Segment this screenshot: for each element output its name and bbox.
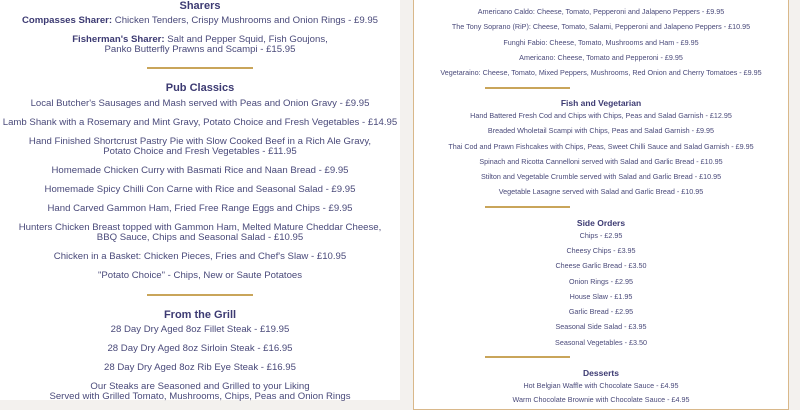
menu-item: Seasonal Vegetables - £3.50 (555, 338, 647, 347)
menu-item: The Tony Soprano (RiP): Cheese, Tomato, Salami, Pepperoni and Jalapeno Peppers - £10.95 (451, 22, 751, 31)
menu-note: "Potato Choice" - Chips, New or Saute Potatoes (97, 270, 303, 281)
menu-item: Hand Battered Fresh Cod and Chips with Chips, Peas and Salad Garnish - £12.95 (470, 111, 732, 120)
menu-item: Homemade Chicken Curry with Basmati Rice and Naan Bread - £9.95 (51, 165, 349, 176)
menu-item: 28 Day Dry Aged 8oz Fillet Steak - £19.95 (110, 324, 290, 335)
menu-item: Onion Rings - £2.95 (569, 277, 633, 286)
menu-item: Lamb Shank with a Rosemary and Mint Gravy, Potato Choice and Fresh Vegetables - £14.95 (2, 117, 398, 128)
menu-item: Stilton and Vegetable Crumble served with Salad and Garlic Bread - £10.95 (480, 172, 722, 181)
menu-item: Cheesy Chips - £3.95 (566, 246, 636, 255)
section-title-grill: From the Grill (163, 309, 237, 321)
divider (485, 356, 570, 358)
menu-note: Our Steaks are Seasoned and Grilled to your Liking (90, 381, 310, 392)
menu-item: Americano Caldo: Cheese, Tomato, Pepperoni and Jalapeno Peppers - £9.95 (477, 7, 725, 16)
menu-item: House Slaw - £1.95 (569, 292, 633, 301)
menu-item: Thai Cod and Prawn Fishcakes with Chips, Peas, Sweet Chilli Sauce and Salad Garnish - £9.95 (448, 142, 754, 151)
divider (147, 294, 253, 296)
menu-right-column (413, 0, 789, 410)
menu-item: 28 Day Dry Aged 8oz Rib Eye Steak - £16.95 (104, 362, 296, 373)
menu-item: Cheese Garlic Bread - £3.50 (555, 261, 647, 270)
menu-item (0, 16, 400, 26)
menu-item: Vegetaraino: Cheese, Tomato, Mixed Peppers, Mushrooms, Red Onion and Cherry Tomatoes - £9.95 (440, 68, 762, 77)
menu-note: Served with Grilled Tomato, Mushrooms, Chips, Peas and Onion Rings (49, 391, 351, 402)
menu-item: Hunters Chicken Breast topped with Gammon Ham, Melted Mature Cheddar Cheese, (18, 222, 382, 233)
menu-item: Spinach and Ricotta Cannelloni served with Salad and Garlic Bread - £10.95 (479, 157, 723, 166)
menu-item: Americano: Cheese, Tomato and Pepperoni - £9.95 (519, 53, 683, 62)
divider (485, 87, 570, 89)
menu-item: BBQ Sauce, Chips and Seasonal Salad - £10.95 (96, 232, 304, 243)
menu-item: Vegetable Lasagne served with Salad and Garlic Bread - £10.95 (498, 187, 704, 196)
divider (485, 206, 570, 208)
menu-left-column (0, 0, 400, 400)
menu-item: Potato Choice and Fresh Vegetables - £11.95 (103, 146, 297, 157)
menu-item: Local Butcher's Sausages and Mash served with Peas and Onion Gravy - £9.95 (30, 98, 370, 109)
menu-item: Chicken in a Basket: Chicken Pieces, Fries and Chef's Slaw - £10.95 (53, 251, 347, 262)
menu-item: 28 Day Dry Aged 8oz Sirloin Steak - £16.95 (107, 343, 293, 354)
divider (147, 67, 253, 69)
section-title-pub-classics: Pub Classics (165, 82, 235, 94)
menu-item: Homemade Spicy Chilli Con Carne with Rice and Seasonal Salad - £9.95 (44, 184, 356, 195)
section-title-desserts: Desserts (583, 368, 619, 378)
menu-item: Seasonal Side Salad - £3.95 (555, 322, 647, 331)
menu-item: Garlic Bread - £2.95 (568, 307, 634, 316)
menu-item: Hand Finished Shortcrust Pastry Pie with Slow Cooked Beef in a Rich Ale Gravy, (28, 136, 372, 147)
menu-item: Funghi Fabio: Cheese, Tomato, Mushrooms and Ham - £9.95 (503, 38, 699, 47)
item-desc: Salt and Pepper Squid, Fish Goujons, (164, 34, 328, 45)
section-title-sharers: Sharers (179, 0, 221, 12)
menu-item: Hand Carved Gammon Ham, Fried Free Range Eggs and Chips - £9.95 (47, 203, 353, 214)
item-name: Compasses Sharer: (21, 15, 113, 26)
item-desc: Chicken Tenders, Crispy Mushrooms and Onion Rings - £9.95 (112, 15, 379, 26)
menu-item-cont: Panko Butterfly Prawns and Scampi - £15.95 (104, 44, 296, 55)
item-name: Fisherman's Sharer: (72, 34, 165, 45)
section-title-fish: Fish and Vegetarian (560, 98, 642, 108)
menu-item: Chips - £2.95 (579, 231, 623, 240)
menu-item: Breaded Wholetail Scampi with Chips, Peas and Salad Garnish - £9.95 (487, 126, 715, 135)
menu-item: Warm Chocolate Brownie with Chocolate Sauce - £4.95 (512, 395, 690, 404)
menu-item: Hot Belgian Waffle with Chocolate Sauce - £4.95 (523, 381, 679, 390)
section-title-sides: Side Orders (576, 218, 626, 228)
